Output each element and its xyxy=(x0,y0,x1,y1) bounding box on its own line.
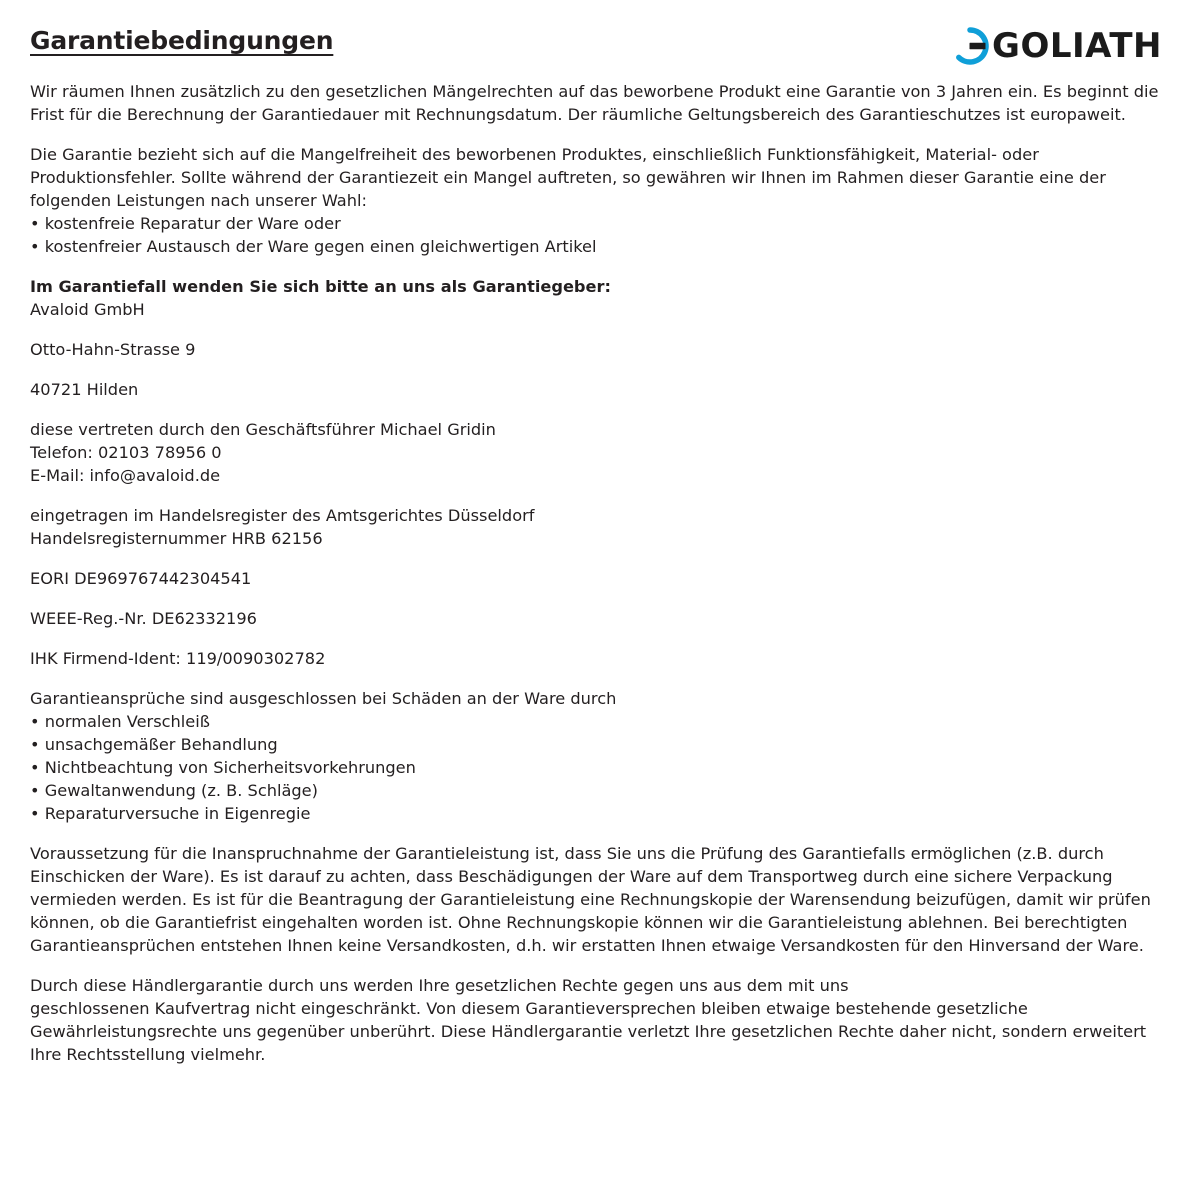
goliath-logo xyxy=(950,24,1170,66)
weee-number: WEEE-Reg.-Nr. DE62332196 xyxy=(30,609,257,628)
document-header xyxy=(30,24,1170,80)
guarantor-street: Otto-Hahn-Strasse 9 xyxy=(30,340,196,359)
conditions-paragraph: Voraussetzung für die Inanspruchnahme der Garantieleistung ist, dass Sie uns die Prüfung des Garantiefalls ermöglichen (z.B. durch Einschicken der Ware). Es ist darauf zu achten, dass Beschädigungen der Ware auf dem Transportweg durch eine sichere Verpackung vermieden werden. Es ist für die Beantragung der Garantieleistung eine Rechnungskopie der Warensendung beizufügen, damit wir prüfen können, ob die Garantiefrist eingehalten worden ist. Ohne Rechnungskopie können wir die Garantieleistung ablehnen. Bei berechtigten Garantieansprüchen entstehen Ihnen keine Versandkosten, d.h. wir erstatten Ihnen etwaige Versandkosten für den Hinversand der Ware. xyxy=(30,844,1151,955)
goliath-logo-text: GOLIATH xyxy=(992,26,1162,66)
intro-paragraph-1: Wir räumen Ihnen zusätzlich zu den gesetzlichen Mängelrechten auf das beworbene Produkt eine Garantie von 3 Jahren ein. Es beginnt die Frist für die Berechnung der Garantiedauer mit Rechnungsdatum. Der räumliche Geltungsbereich des Garantieschutzes ist europaweit. xyxy=(30,82,1159,124)
exclusions-heading: Garantieansprüche sind ausgeschlossen bei Schäden an der Ware durch xyxy=(30,689,617,708)
legal-line-4: Ihre Rechtsstellung vielmehr. xyxy=(30,1045,266,1064)
list-item: • Reparaturversuche in Eigenregie xyxy=(30,804,311,823)
list-item: • normalen Verschleiß xyxy=(30,712,210,731)
goliath-circle-icon xyxy=(950,26,990,66)
intro-paragraph-2: Die Garantie bezieht sich auf die Mangelfreiheit des beworbenen Produktes, einschließlich Funktionsfähigkeit, Material- oder Produktionsfehler. Sollte während der Garantiezeit ein Mangel auftreten, so gewähren wir Ihnen im Rahmen dieser Garantie eine der folgenden Leistungen nach unserer Wahl: xyxy=(30,145,1106,210)
list-item: • kostenfreie Reparatur der Ware oder xyxy=(30,214,341,233)
legal-rights-block xyxy=(30,974,1160,1066)
document-body xyxy=(30,80,1160,1066)
guarantor-heading: Im Garantiefall wenden Sie sich bitte an uns als Garantiegeber: xyxy=(30,277,611,296)
guarantor-phone: Telefon: 02103 78956 0 xyxy=(30,443,222,462)
guarantor-contact xyxy=(30,418,1160,487)
register-number: Handelsregisternummer HRB 62156 xyxy=(30,529,323,548)
eori-number: EORI DE969767442304541 xyxy=(30,569,252,588)
legal-line-2: geschlossenen Kaufvertrag nicht eingeschränkt. Von diesem Garantieversprechen bleiben etwaige bestehende gesetzliche xyxy=(30,999,1028,1018)
ihk-number: IHK Firmend-Ident: 119/0090302782 xyxy=(30,649,326,668)
guarantor-company: Avaloid GmbH xyxy=(30,300,145,319)
guarantor-block xyxy=(30,275,1160,321)
guarantor-representative: diese vertreten durch den Geschäftsführer Michael Gridin xyxy=(30,420,496,439)
guarantor-register xyxy=(30,504,1160,550)
list-item: • Gewaltanwendung (z. B. Schläge) xyxy=(30,781,318,800)
list-item: • kostenfreier Austausch der Ware gegen einen gleichwertigen Artikel xyxy=(30,237,597,256)
guarantor-email: E-Mail: info@avaloid.de xyxy=(30,466,221,485)
exclusions-block xyxy=(30,687,1160,825)
legal-line-3: Gewährleistungsrechte uns gegenüber unberührt. Diese Händlergarantie verletzt Ihre gesetzlichen Rechte daher nicht, sondern erweitert xyxy=(30,1022,1147,1041)
guarantor-city: 40721 Hilden xyxy=(30,380,139,399)
register-court: eingetragen im Handelsregister des Amtsgerichtes Düsseldorf xyxy=(30,506,535,525)
legal-line-1: Durch diese Händlergarantie durch uns werden Ihre gesetzlichen Rechte gegen uns aus dem mit uns xyxy=(30,976,849,995)
list-item: • unsachgemäßer Behandlung xyxy=(30,735,278,754)
intro-bullet-list xyxy=(30,212,1160,258)
list-item: • Nichtbeachtung von Sicherheitsvorkehrungen xyxy=(30,758,416,777)
page-title: Garantiebedingungen xyxy=(30,26,334,55)
